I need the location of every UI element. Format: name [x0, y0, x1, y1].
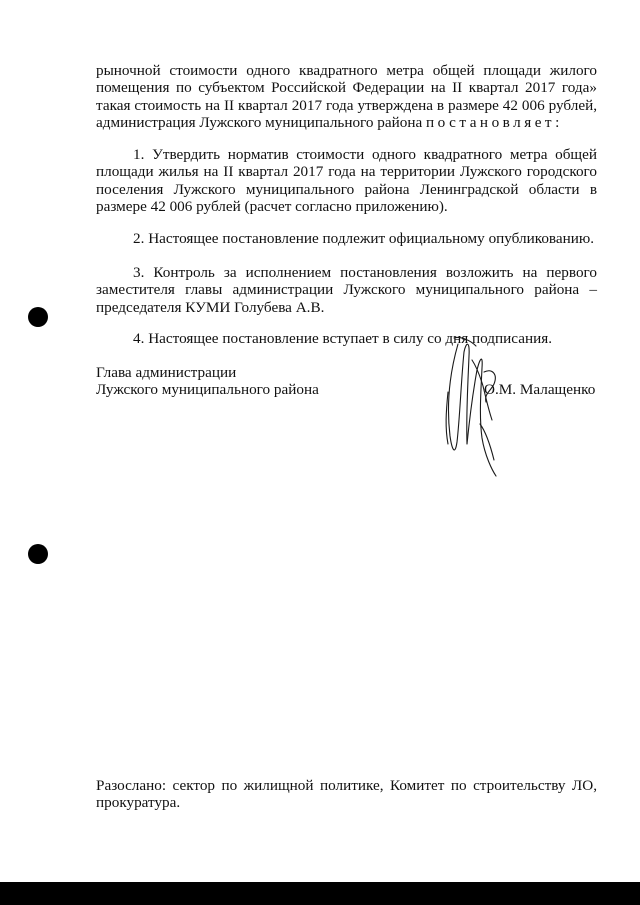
punch-hole-top [28, 307, 48, 327]
signatory-title-line-2: Лужского муниципального района [96, 381, 319, 399]
decree-word: постановляет: [426, 114, 563, 132]
decree-item-1: 1. Утвердить норматив стоимости одного квадратного метра общей площади жилья на II квартал 2017 года на территории Лужского городского поселения Лужского муниципального района Ленинградской области в размере 42 006 рублей (расчет согласно приложению). [96, 146, 597, 216]
decree-item-4: 4. Настоящее постановление вступает в силу со дня подписания. [133, 330, 552, 347]
decree-item-2: 2. Настоящее постановление подлежит официальному опубликованию. [133, 230, 595, 247]
signatory-title-line-1: Глава администрации [96, 364, 237, 381]
scan-bottom-edge [0, 882, 640, 905]
decree-item-3: 3. Контроль за исполнением постановления возложить на первого заместителя главы администрации Лужского муниципального района – председателя КУМИ Голубева А.В. [96, 264, 597, 316]
intro-paragraph [96, 62, 597, 132]
signatory-title [96, 364, 319, 399]
signatory-name: О.М. Малащенко [484, 381, 596, 398]
punch-hole-bottom [28, 544, 48, 564]
distribution-list: Разослано: сектор по жилищной политике, Комитет по строительству ЛО, прокуратура. [96, 777, 597, 812]
intro-text: рыночной стоимости одного квадратного метра общей площади жилого помещения по субъектом Российской Федерации на II квартал 2017 года» такая стоимость на II квартал 2017 года утверждена в размере 42 006 рублей, администрация Лужского муниципального района [96, 62, 597, 132]
handwritten-signature [436, 332, 516, 478]
